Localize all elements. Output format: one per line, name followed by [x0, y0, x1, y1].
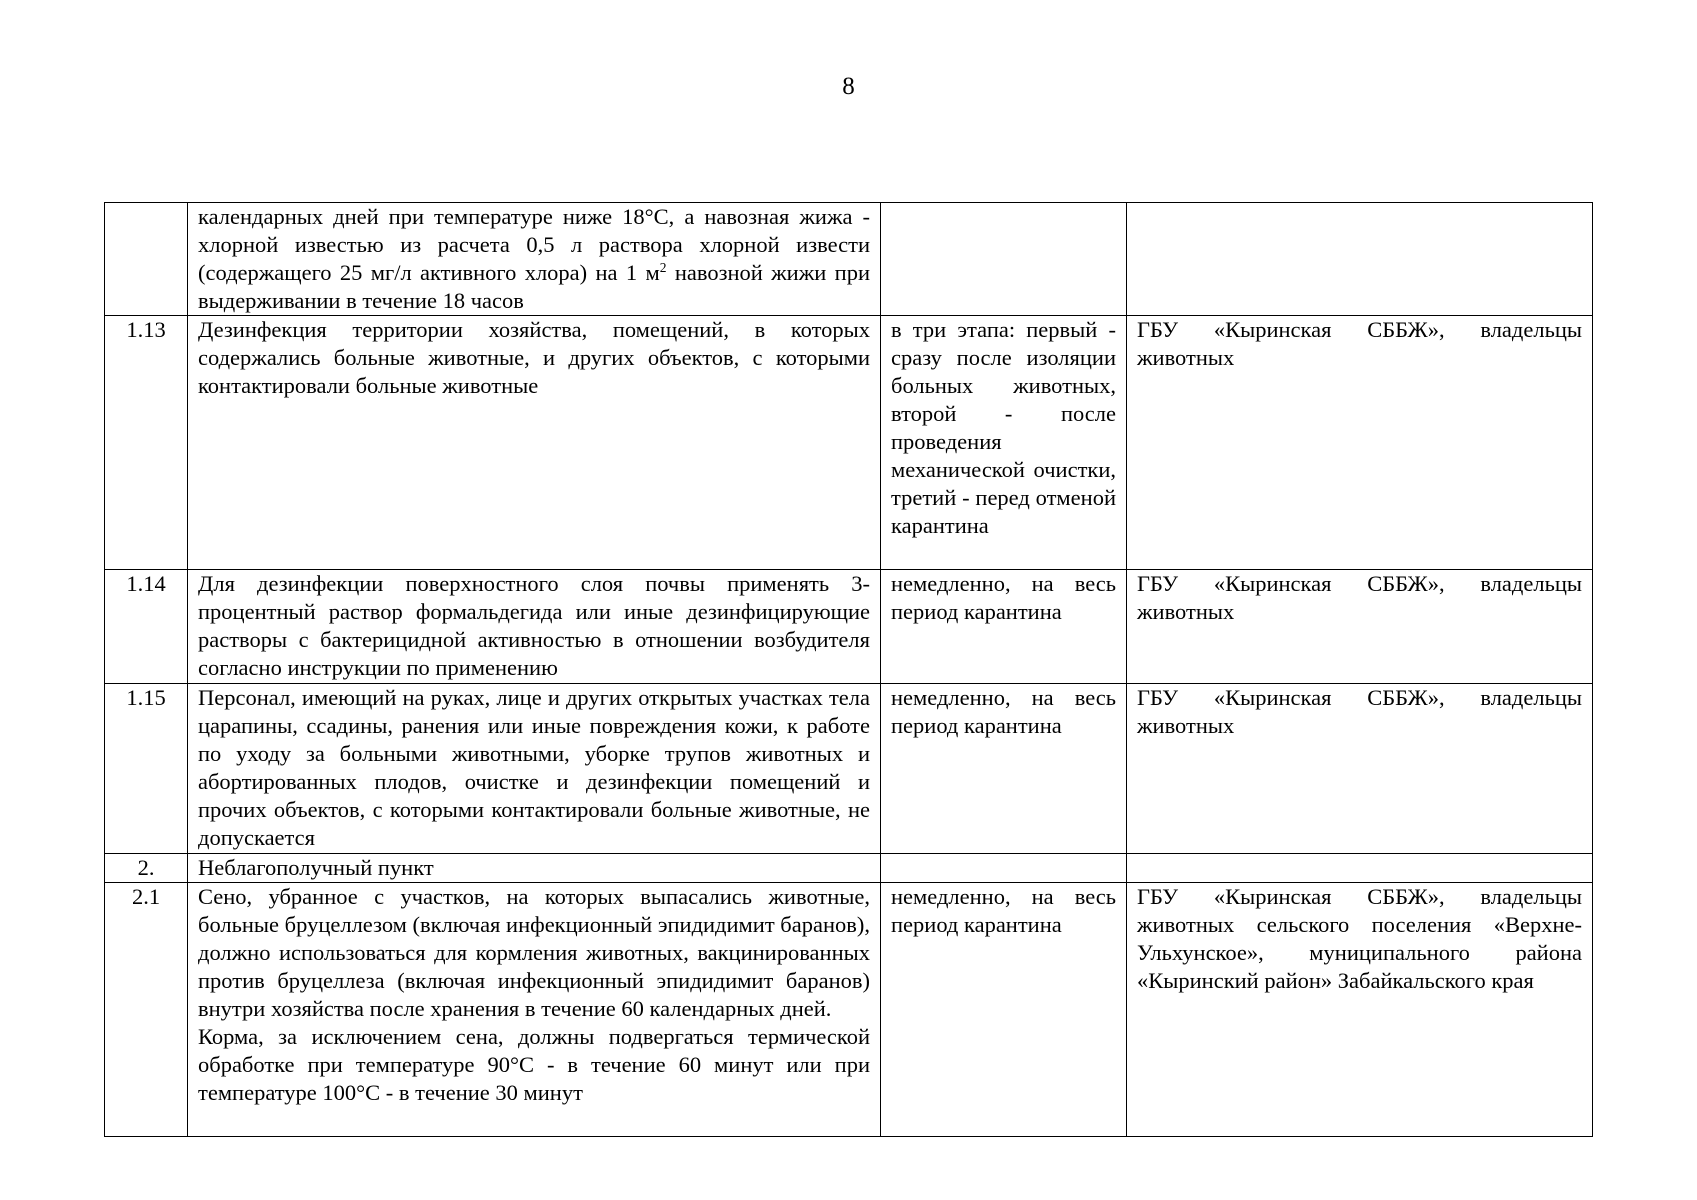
- table-row: [105, 684, 1593, 854]
- measure-cell: календарных дней при температуре ниже 18°С, а навозная жижа - хлорной известью из расчета 0,5 л раствора хлорной извести (содержащего 25 мг/л активного хлора) на 1 $м^2$ навозной жижи при выдерживании в течение 18 часов: [188, 203, 881, 316]
- term-cell: [881, 854, 1127, 883]
- responsible-cell: [1127, 854, 1593, 883]
- measure-cell: [188, 883, 881, 1137]
- measure-cell: Персонал, имеющий на руках, лице и других открытых участках тела царапины, ссадины, ранения или иные повреждения кожи, к работе по уходу за больными животными, уборке трупов животных и абортированных плодов, очистке и дезинфекции помещений и прочих объектов, с которыми контактировали больные животные, не допускается: [188, 684, 881, 854]
- responsible-cell: ГБУ «Кыринская СББЖ», владельцы животных сельского поселения «Верхне-Ульхунское», муниципального района «Кыринский район» Забайкальского края: [1127, 883, 1593, 1137]
- responsible-cell: ГБУ «Кыринская СББЖ», владельцы животных: [1127, 684, 1593, 854]
- measure-cell: Для дезинфекции поверхностного слоя почвы применять 3-процентный раствор формальдегида или иные дезинфицирующие растворы с бактерицидной активностью в отношении возбудителя согласно инструкции по применению: [188, 570, 881, 684]
- term-cell: немедленно, на весь период карантина: [881, 684, 1127, 854]
- term-cell: [881, 203, 1127, 316]
- table-row: [105, 316, 1593, 570]
- measure-paragraph: Сено, убранное с участков, на которых выпасались животные, больные бруцеллезом (включая инфекционный эпидидимит баранов), должно использоваться для кормления животных, вакцинированных против бруцеллеза (включая инфекционный эпидидимит баранов) внутри хозяйства после хранения в течение 60 календарных дней.: [198, 884, 870, 1021]
- table-row: [105, 570, 1593, 684]
- section-number: 2.: [105, 854, 188, 883]
- responsible-cell: [1127, 203, 1593, 316]
- measures-table: [104, 202, 1593, 1137]
- term-cell: в три этапа: первый - сразу после изоляции больных животных, второй - после проведения механической очистки, третий - перед отменой карантина: [881, 316, 1127, 570]
- row-number: 1.13: [105, 316, 188, 570]
- table-row: [105, 203, 1593, 316]
- responsible-cell: ГБУ «Кыринская СББЖ», владельцы животных: [1127, 570, 1593, 684]
- term-cell: немедленно, на весь период карантина: [881, 883, 1127, 1137]
- term-cell: немедленно, на весь период карантина: [881, 570, 1127, 684]
- row-number: 2.1: [105, 883, 188, 1137]
- table-row: [105, 883, 1593, 1137]
- row-number: 1.14: [105, 570, 188, 684]
- superscript: 2: [659, 259, 667, 275]
- row-number: [105, 203, 188, 316]
- page-number: 8: [842, 73, 855, 100]
- table-row: [105, 854, 1593, 883]
- measure-paragraph: Корма, за исключением сена, должны подвергаться термической обработке при температуре 90°С - в течение 60 минут или при температуре 100°С - в течение 30 минут: [198, 1024, 870, 1105]
- measure-cell: Дезинфекция территории хозяйства, помещений, в которых содержались больные животные, и других объектов, с которыми контактировали больные животные: [188, 316, 881, 570]
- responsible-cell: ГБУ «Кыринская СББЖ», владельцы животных: [1127, 316, 1593, 570]
- section-title: Неблагополучный пункт: [188, 854, 881, 883]
- row-number: 1.15: [105, 684, 188, 854]
